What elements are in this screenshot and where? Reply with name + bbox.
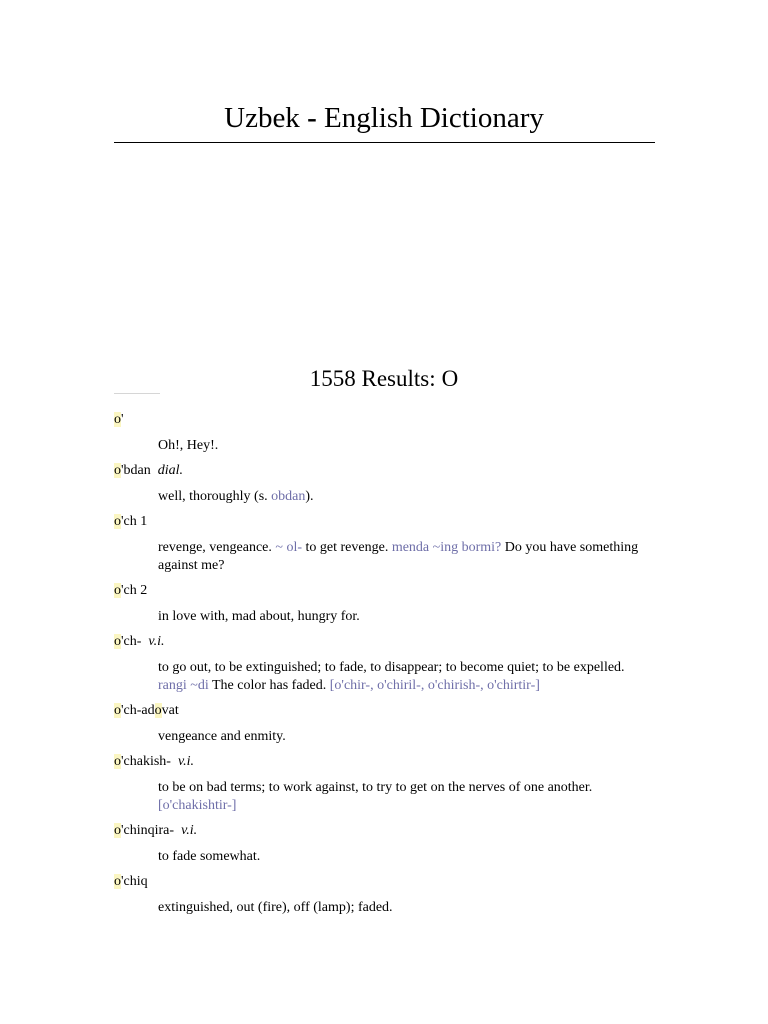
title-right: English Dictionary — [323, 102, 544, 134]
cross-reference-link[interactable]: [o'chir-, o'chiril-, o'chirish-, o'chirtir-] — [329, 678, 540, 693]
definition-text: to go out, to be extinguished; to fade, to disappear; to become quiet; to be expelled. — [158, 660, 625, 675]
definition-text: vengeance and enmity. — [158, 729, 286, 744]
headword-text: ' — [121, 412, 124, 427]
dictionary-entry — [114, 513, 654, 582]
definition-text: Do you have something against me? — [158, 540, 639, 573]
dictionary-entry — [114, 582, 654, 633]
headword-text: 'chakish- — [121, 754, 171, 769]
definition-text: well, thoroughly (s. — [158, 489, 272, 504]
dictionary-entry — [114, 873, 654, 924]
entry-headword[interactable] — [114, 873, 654, 891]
cross-reference-link[interactable]: ~ ol- — [275, 540, 303, 555]
dictionary-entry — [114, 702, 654, 753]
definition-text: in love with, mad about, hungry for. — [158, 609, 360, 624]
results-divider — [114, 393, 160, 394]
entry-headword[interactable] — [114, 633, 654, 651]
entry-definition — [158, 429, 654, 462]
entry-headword[interactable] — [114, 582, 654, 600]
part-of-speech: v.i. — [177, 754, 195, 769]
headword-highlight: o — [114, 823, 121, 838]
dictionary-entry — [114, 822, 654, 873]
headword-text: 'ch 1 — [121, 514, 148, 529]
entry-definition — [158, 891, 654, 924]
headword-text: 'chiq — [121, 874, 148, 889]
headword-highlight: o — [114, 754, 121, 769]
entry-headword[interactable] — [114, 822, 654, 840]
definition-text: revenge, vengeance. — [158, 540, 276, 555]
part-of-speech: dial. — [157, 463, 184, 478]
headword-highlight: o — [114, 583, 121, 598]
headword-highlight: o — [154, 703, 162, 718]
definition-text: The color has faded. — [208, 678, 330, 693]
entry-list — [114, 411, 654, 924]
entry-headword[interactable] — [114, 702, 654, 720]
definition-text: to be on bad terms; to work against, to try to get on the nerves of one another. — [158, 780, 593, 795]
dictionary-entry — [114, 753, 654, 822]
entry-headword[interactable] — [114, 513, 654, 531]
entry-definition — [158, 480, 654, 513]
dictionary-entry — [114, 633, 654, 702]
results-heading — [0, 364, 768, 394]
cross-reference-link[interactable]: obdan — [271, 489, 306, 504]
headword-highlight: o — [114, 874, 121, 889]
results-letter: O — [441, 366, 459, 391]
definition-text: to get revenge. — [302, 540, 392, 555]
entry-headword[interactable] — [114, 411, 654, 429]
headword-text: 'ch 2 — [121, 583, 148, 598]
headword-text: 'ch-ad — [121, 703, 155, 718]
results-count: 1558 Results: — [309, 366, 436, 391]
headword-highlight: o — [114, 703, 121, 718]
definition-text: to fade somewhat. — [158, 849, 261, 864]
entry-definition — [158, 600, 654, 633]
definition-text: ). — [305, 489, 314, 504]
cross-reference-link[interactable]: [o'chakishtir-] — [158, 798, 237, 813]
cross-reference-link[interactable]: rangi ~di — [158, 678, 209, 693]
headword-highlight: o — [114, 412, 121, 427]
headword-text: 'ch- — [121, 634, 142, 649]
page-title — [0, 100, 768, 136]
title-divider — [114, 142, 655, 143]
definition-text: Oh!, Hey!. — [158, 438, 219, 453]
entry-definition — [158, 720, 654, 753]
entry-headword[interactable] — [114, 753, 654, 771]
headword-highlight: o — [114, 463, 121, 478]
part-of-speech: v.i. — [148, 634, 165, 649]
entry-definition — [158, 771, 654, 822]
cross-reference-link[interactable]: menda ~ing bormi? — [391, 540, 502, 555]
headword-text: vat — [161, 703, 179, 718]
entry-definition — [158, 651, 654, 702]
entry-definition — [158, 840, 654, 873]
headword-text: 'bdan — [121, 463, 151, 478]
definition-text: extinguished, out (fire), off (lamp); faded. — [158, 900, 393, 915]
entry-definition — [158, 531, 654, 582]
dictionary-entry — [114, 462, 654, 513]
headword-highlight: o — [114, 634, 121, 649]
headword-highlight: o — [114, 514, 121, 529]
title-left: Uzbek — [224, 102, 300, 134]
part-of-speech: v.i. — [181, 823, 198, 838]
headword-text: 'chinqira- — [121, 823, 175, 838]
entry-headword[interactable] — [114, 462, 654, 480]
title-dash: - — [307, 102, 317, 134]
dictionary-entry — [114, 411, 654, 462]
